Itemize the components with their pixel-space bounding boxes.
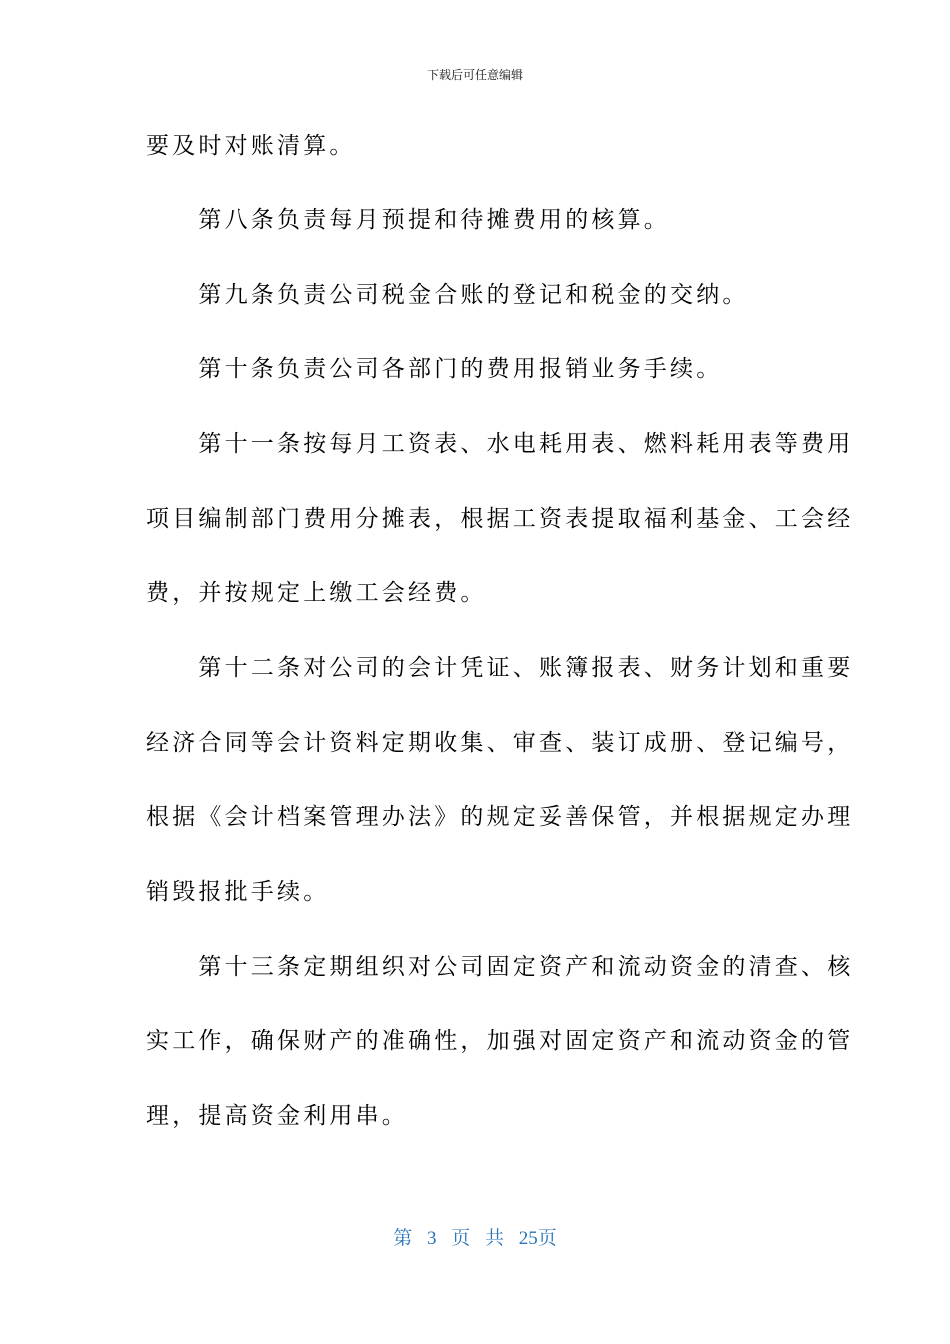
body-line: 费，并按规定上缴工会经费。 [146,580,487,606]
body-line: 第九条负责公司税金合账的登记和税金的交纳。 [146,282,749,308]
page-header-note: 下载后可任意编辑 [426,68,523,82]
page-number: 第 3 页 共 25页 [393,1228,557,1249]
body-line: 销毁报批手续。 [146,879,330,905]
body-line: 第十二条对公司的会计凭证、账簿报表、财务计划和重要 [146,655,854,681]
body-line: 理，提高资金利用串。 [146,1103,408,1129]
body-line: 要及时对账清算。 [146,133,356,159]
body-line: 第十条负责公司各部门的费用报销业务手续。 [146,356,723,382]
body-line: 第十一条按每月工资表、水电耗用表、燃料耗用表等费用 [146,431,854,457]
body-line: 经济合同等会计资料定期收集、审查、装订成册、登记编号， [146,730,854,756]
body-line: 实工作，确保财产的准确性，加强对固定资产和流动资金的管 [146,1028,854,1054]
body-line: 项目编制部门费用分摊表，根据工资表提取福利基金、工会经 [146,506,854,532]
body-line: 第十三条定期组织对公司固定资产和流动资金的清查、核 [146,954,854,980]
body-line: 根据《会计档案管理办法》的规定妥善保管，并根据规定办理 [146,804,854,830]
body-line: 第八条负责每月预提和待摊费用的核算。 [146,207,670,233]
